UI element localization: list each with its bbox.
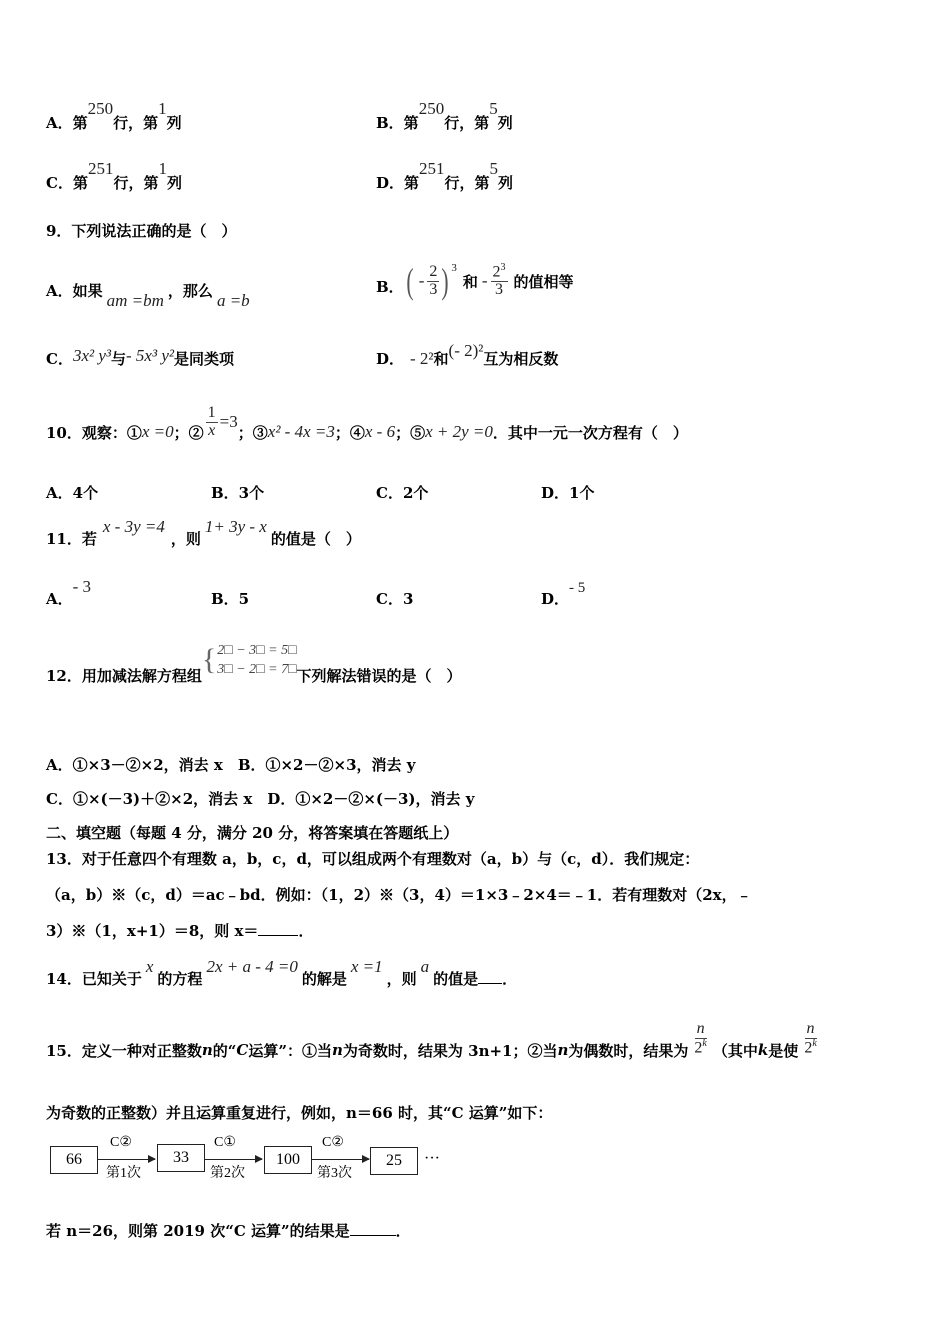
q14-stem: 14．已知关于x的方程2x + a - 4 =0的解是x =1，则a的值是 ． — [46, 957, 518, 988]
q9-option-a: A．如果 am =bm ，那么 a =b — [46, 282, 250, 310]
flow-step-2: 第2次 — [210, 1166, 245, 1181]
q11-option-a: A．- 3 — [46, 577, 92, 608]
q13-line3: 3）※（1，x+1）＝8，则 x＝ ． — [46, 922, 314, 940]
q11-stem: 11．若x - 3y =4，则1+ 3y - x的值是（ ） — [46, 517, 361, 548]
q12-brace: { — [201, 643, 217, 676]
q10-option-b: B．3个 — [211, 484, 265, 502]
q14-answer-blank[interactable] — [478, 983, 502, 984]
q10-option-d: D．1个 — [541, 484, 595, 502]
flow-box-1: 66 — [50, 1146, 98, 1174]
flow-arrow-1 — [97, 1159, 155, 1160]
q11-option-c: C．3 — [376, 590, 414, 608]
q8-a-row: 250 — [87, 99, 114, 118]
q12-options-row1: A．①×3－②×2，消去 x B．①×2－②×3，消去 y — [46, 756, 416, 774]
q13-line1: 13．对于任意四个有理数 a，b，c，d，可以组成两个有理数对（a，b）与（c，d）．我们规定： — [46, 850, 700, 868]
q15-line3: 若 n＝26，则第 2019 次“C 运算”的结果是 ． — [46, 1222, 411, 1240]
q9-option-d: D． - 2²和(- 2)²互为相反数 — [376, 341, 559, 368]
flow-step-1: 第1次 — [106, 1166, 141, 1181]
q10-option-a: A．4个 — [46, 484, 99, 502]
q8-option-b: B．第250行，第5列 — [376, 99, 513, 132]
q9-option-b: B． ( - $\frac{2}{3}$ ) 3 和 - $\frac{2^3}{3}$ 的值相等 — [376, 261, 574, 301]
flow-box-4: 25 — [370, 1147, 418, 1175]
q8-option-c: C．第251行，第1列 — [46, 159, 182, 192]
q10-stem: 10．观察：① x =0 ；② $\frac{1}{x}$ =3 ；③ x² - 4x =3 ；④ x - 6 ；⑤ x + 2y =0 ．其中一元一次方程有（ ） — [46, 403, 688, 442]
flow-box-2: 33 — [157, 1144, 205, 1172]
flow-step-3: 第3次 — [317, 1166, 352, 1181]
flow-box-3: 100 — [264, 1146, 312, 1174]
q15-line2: 为奇数的正整数）并且运算重复进行，例如，n＝66 时，其“C 运算”如下： — [46, 1104, 553, 1122]
flow-op-3: C② — [322, 1135, 344, 1150]
q12-stem: 12．用加减法解方程组 { 2□ − 3□ = 5□ 3□ − 2□ = 7□ 下列解法错误的是（ ） — [46, 643, 462, 685]
q15-fraction2: $\frac{n}{2^k}$ — [804, 1020, 817, 1057]
q11-option-d: D．- 5 — [541, 580, 586, 608]
q13-line2: （a，b）※（c，d）＝ac﹣bd．例如：（1，2）※（3，4）＝1×3﹣2×4＝﹣1．若有理数对（2x，﹣ — [46, 886, 752, 904]
flow-op-2: C① — [214, 1135, 236, 1150]
q15-answer-blank[interactable] — [350, 1235, 396, 1236]
q10-fraction: $\frac{1}{x}$ — [207, 403, 216, 439]
q12-system: 2□ − 3□ = 5□ 3□ − 2□ = 7□ — [217, 643, 297, 677]
q9-b-fraction2: $\frac{2^3}{3}$ — [492, 262, 506, 299]
flow-arrow-3 — [311, 1159, 369, 1160]
q13-answer-blank[interactable] — [258, 935, 298, 936]
q15-stem: 15．定义一种对正整数 n 的“ C 运算”：①当 n 为奇数时，结果为 3n+1；②当 n 为偶数时，结果为 $\frac{n}{2^k}$ （其中 k 是使 $\frac{n}{2^k}$ — [46, 1020, 817, 1060]
q8-a-col: 1 — [158, 99, 167, 118]
q8-option-d: D．第251行，第5列 — [376, 159, 514, 192]
q15-fraction: $\frac{n}{2^k}$ — [694, 1020, 707, 1057]
section-2-heading: 二、填空题（每题 4 分，满分 20 分，将答案填在答题纸上） — [46, 824, 459, 842]
q8-option-a: A．第250行，第1列 — [46, 99, 182, 132]
q9-option-c: C．3x² y³与- 5x³ y²是同类项 — [46, 346, 234, 368]
q9-b-fraction: $\frac{2}{3}$ — [429, 262, 438, 298]
q12-options-row2: C．①×(－3)＋②×2，消去 x D．①×2－②×(－3)，消去 y — [46, 790, 475, 808]
flow-op-1: C② — [110, 1135, 132, 1150]
flow-arrow-2 — [204, 1159, 262, 1160]
q9-stem: 9．下列说法正确的是（ ） — [46, 222, 237, 240]
flow-ellipsis: ··· — [424, 1150, 440, 1167]
q11-option-b: B．5 — [211, 590, 250, 608]
q10-option-c: C．2个 — [376, 484, 429, 502]
